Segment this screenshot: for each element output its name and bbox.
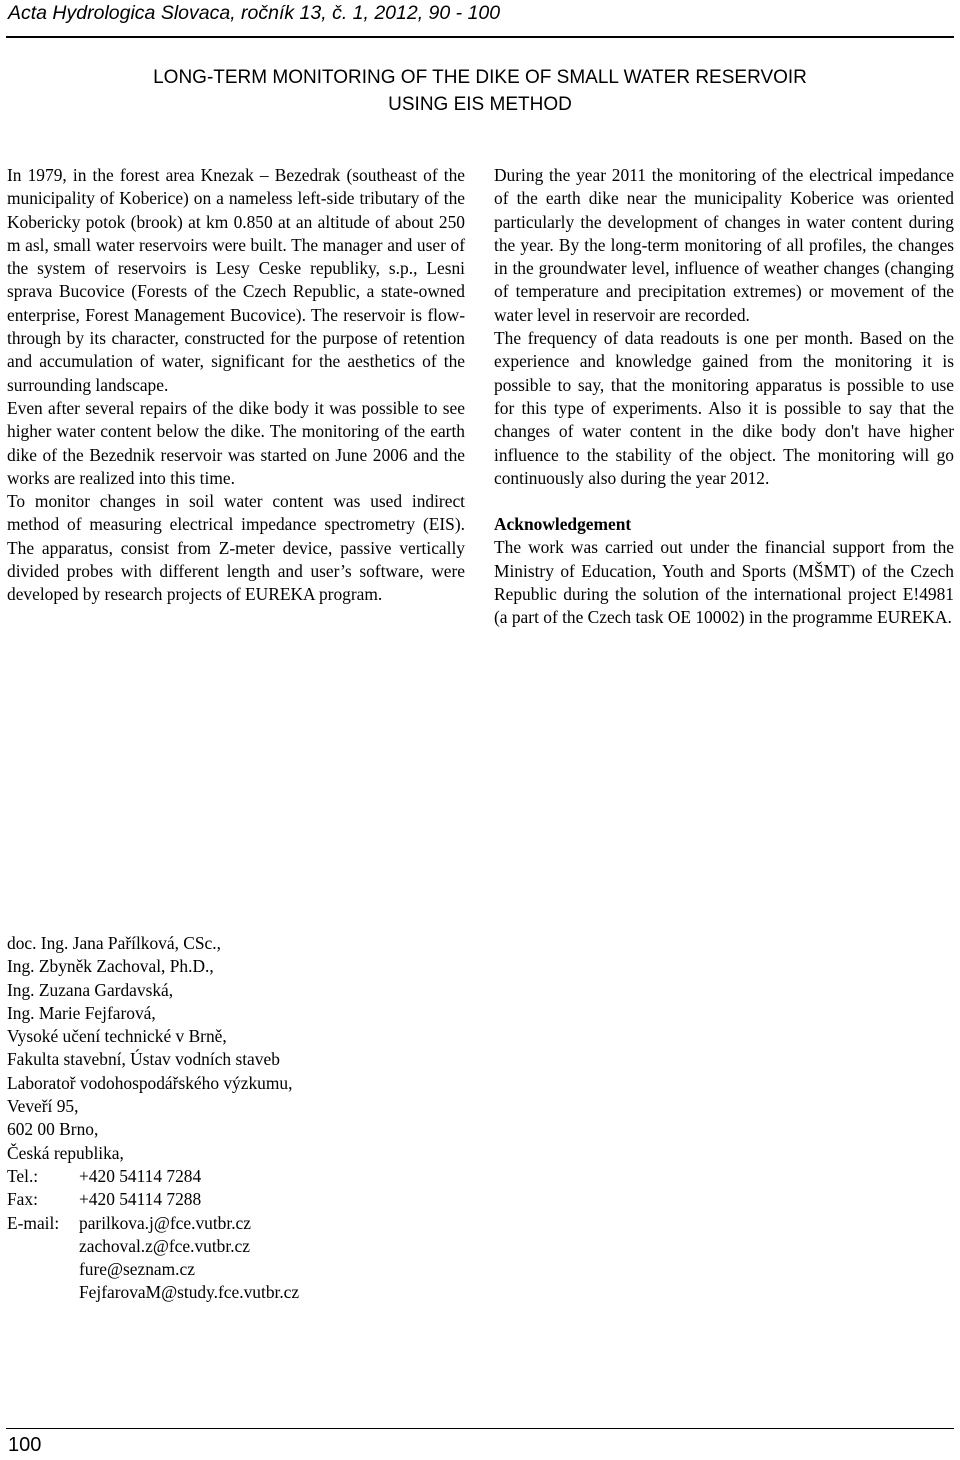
author-contact-block [7,932,299,1305]
right-column [494,164,954,630]
paper-title [0,64,960,118]
email-address: zachoval.z@fce.vutbr.cz [79,1235,250,1256]
fax-row [7,1188,299,1211]
email-row [7,1212,299,1235]
paragraph: During the year 2011 the monitoring of the electrical impedance of the earth dike near the municipality Koberice was oriented particularly the development of changes in water content during the year. By the long-term monitoring of all profiles, the changes in the groundwater level, influence of weather changes (changing of temperature and precipitation extremes) or movement of the water level in reservoir are recorded. [494,165,954,325]
acknowledgement-text: The work was carried out under the financial support from the Ministry of Education, Youth and Sports (MŠMT) of the Czech Republic during the solution of the international project E!4981 (a part of the Czech task OE 10002) in the programme EUREKA. [494,537,954,628]
running-head: Acta Hydrologica Slovaca, ročník 13, č. 1, 2012, 90 - 100 [8,2,501,24]
acknowledgement-heading: Acknowledgement [494,514,632,535]
telephone-number: +420 54114 7284 [79,1165,202,1186]
footer-rule [6,1428,954,1429]
telephone-row [7,1165,299,1188]
author-name: Ing. Zuzana Gardavská, [7,979,174,1000]
email-address: parilkova.j@fce.vutbr.cz [79,1212,251,1233]
email-address: FejfarovaM@study.fce.vutbr.cz [79,1282,300,1303]
page-number: 100 [8,1434,42,1456]
paragraph: In 1979, in the forest area Knezak – Bezedrak (southeast of the municipality of Koberice) on a nameless left-side tributary of the Kobericky potok (brook) at km 0.850 at an altitude of about 250 m asl, small water reservoirs were built. The manager and user of the system of reservoirs is Lesy Ceske republiky, s.p., Lesni sprava Bucovice (Forests of the Czech Republic, a state-owned enterprise, Forest Management Bucovice). The reservoir is flow-through by its character, constructed for the purpose of retention and accumulation of water, significant for the aesthetics of the surrounding landscape. [7,165,465,395]
address-line: Veveří 95, [7,1096,79,1117]
telephone-label: Tel.: [7,1165,39,1186]
title-line-1: LONG-TERM MONITORING OF THE DIKE OF SMALL WATER RESERVOIR [153,67,807,88]
address-line: Vysoké učení technické v Brně, [7,1026,227,1047]
address-line: 602 00 Brno, [7,1119,99,1140]
fax-number: +420 54114 7288 [79,1189,202,1210]
author-name: Ing. Marie Fejfarová, [7,1002,156,1023]
author-name: doc. Ing. Jana Pařílková, CSc., [7,933,221,953]
address-line: Laboratoř vodohospodářského výzkumu, [7,1072,293,1093]
title-line-2: USING EIS METHOD [388,94,572,115]
address-line: Fakulta stavební, Ústav vodních staveb [7,1049,280,1070]
paragraph: Even after several repairs of the dike body it was possible to see higher water content below the dike. The monitoring of the earth dike of the Bezednik reservoir was started on June 2006 and the works are realized into this time. [7,397,465,488]
address-line: Česká republika, [7,1142,124,1163]
fax-label: Fax: [7,1189,38,1210]
left-column [7,164,465,607]
email-address: fure@seznam.cz [79,1259,195,1280]
paragraph: The frequency of data readouts is one per month. Based on the experience and knowledge gained from the monitoring it is possible to say, that the monitoring apparatus is possible to use for this type of experiments. Also it is possible to say that the changes of water content in the dike body don't have higher influence to the stability of the object. The monitoring will go continuously also during the year 2012. [494,328,954,488]
author-name: Ing. Zbyněk Zachoval, Ph.D., [7,956,214,977]
email-label: E-mail: [7,1212,60,1233]
header-rule [6,36,954,38]
paragraph: To monitor changes in soil water content was used indirect method of measuring electrical impedance spectrometry (EIS). The apparatus, consist from Z-meter device, passive vertically divided probes with different length and user’s software, were developed by research projects of EUREKA program. [7,491,465,605]
